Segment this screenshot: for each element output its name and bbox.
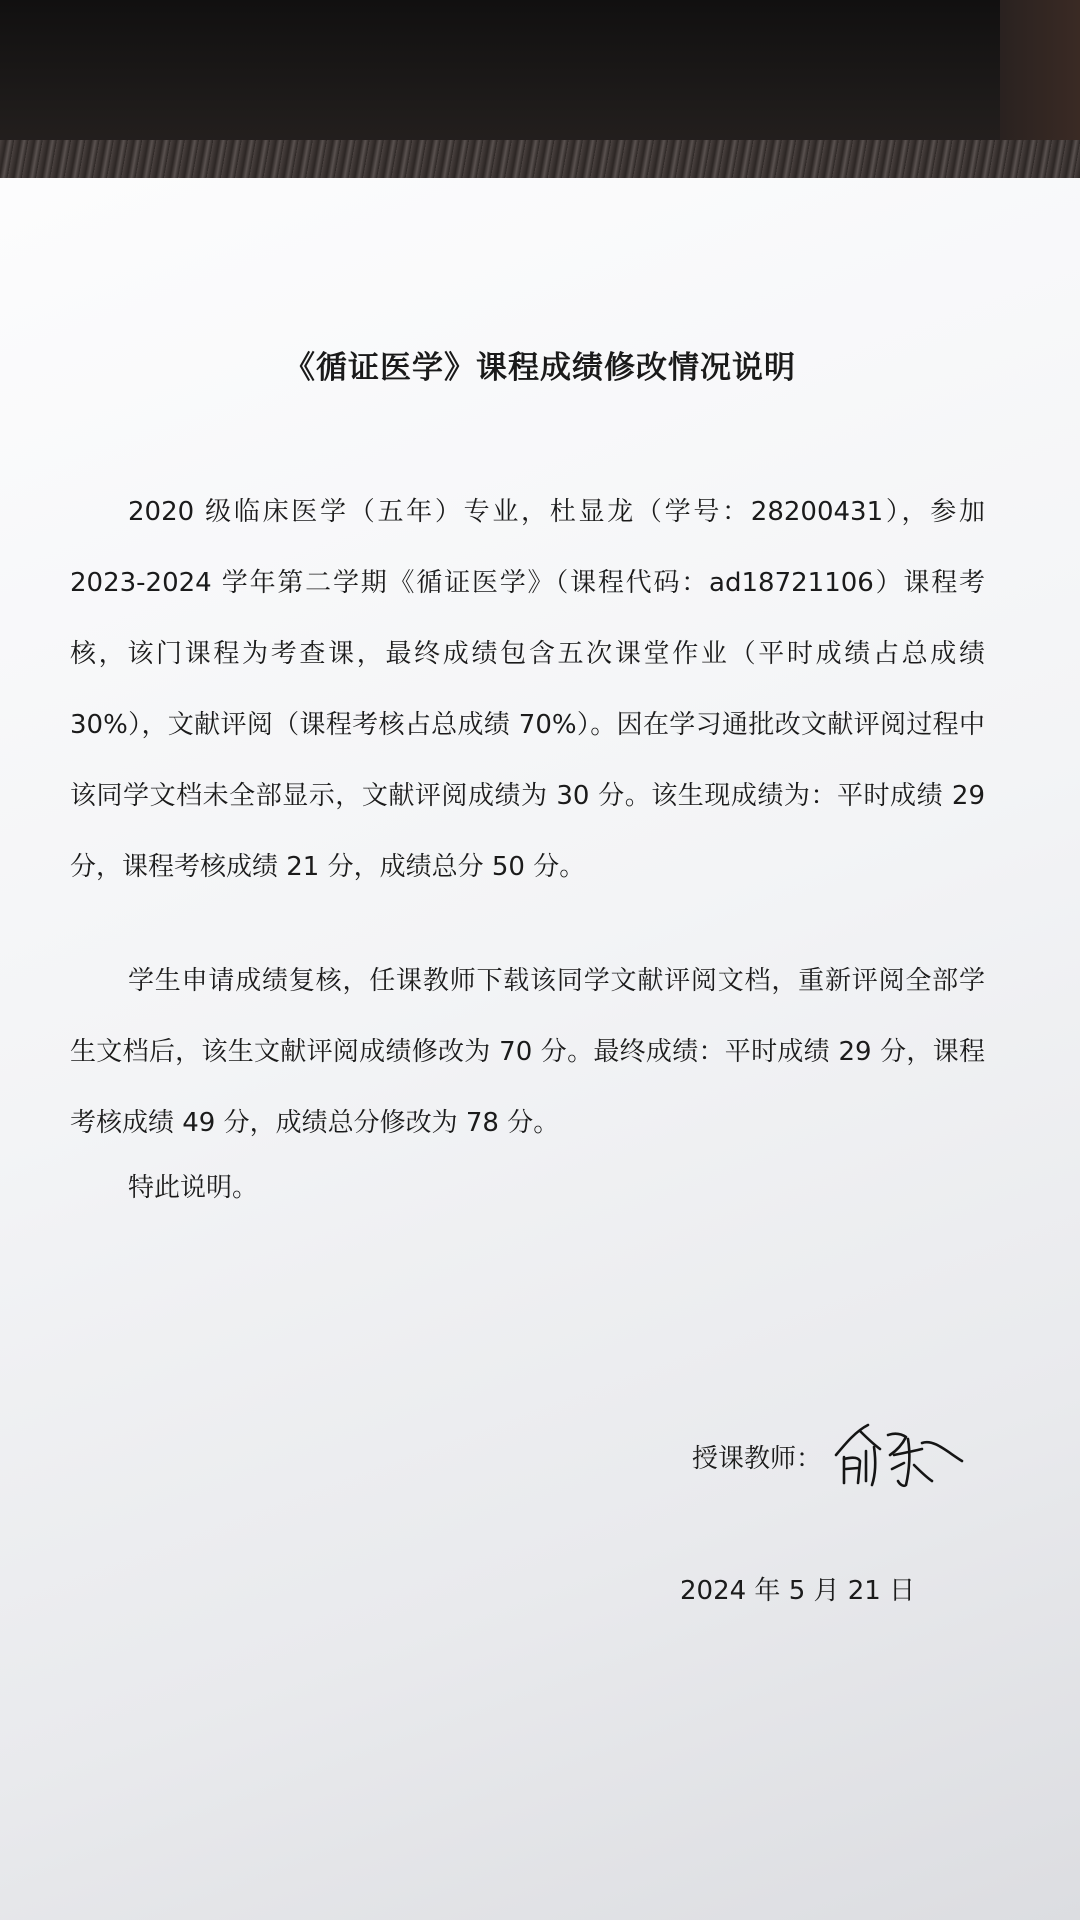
- desk-trim: [0, 140, 1080, 180]
- document-date: 2024 年 5 月 21 日: [680, 1576, 916, 1606]
- handwritten-signature: [830, 1421, 970, 1491]
- document-title: 《循证医学》课程成绩修改情况说明: [284, 350, 796, 386]
- signature-line: [692, 1426, 970, 1486]
- paragraph-grade-details: 2020 级临床医学（五年）专业，杜显龙（学号：28200431），参加 2023-2024 学年第二学期《循证医学》（课程代码：ad18721106）课程考核，该门课程为考查课，最终成绩包含五次课堂作业（平时成绩占总成绩 30%），文献评阅（课程考核占总成绩 70%）。因在学习通批改文献评阅过程中该同学文档未全部显示，文献评阅成绩为 30 分。该生现成绩为：平时成绩 29 分，课程考核成绩 21 分，成绩总分 50 分。: [70, 497, 985, 882]
- paragraph-grade-revision: 学生申请成绩复核，任课教师下载该同学文献评阅文档，重新评阅全部学生文档后，该生文献评阅成绩修改为 70 分。最终成绩：平时成绩 29 分，课程考核成绩 49 分，成绩总分修改为 78 分。: [70, 966, 985, 1138]
- signature-label: 授课教师：: [692, 1443, 823, 1474]
- paragraph-closing: 特此说明。: [128, 1173, 259, 1203]
